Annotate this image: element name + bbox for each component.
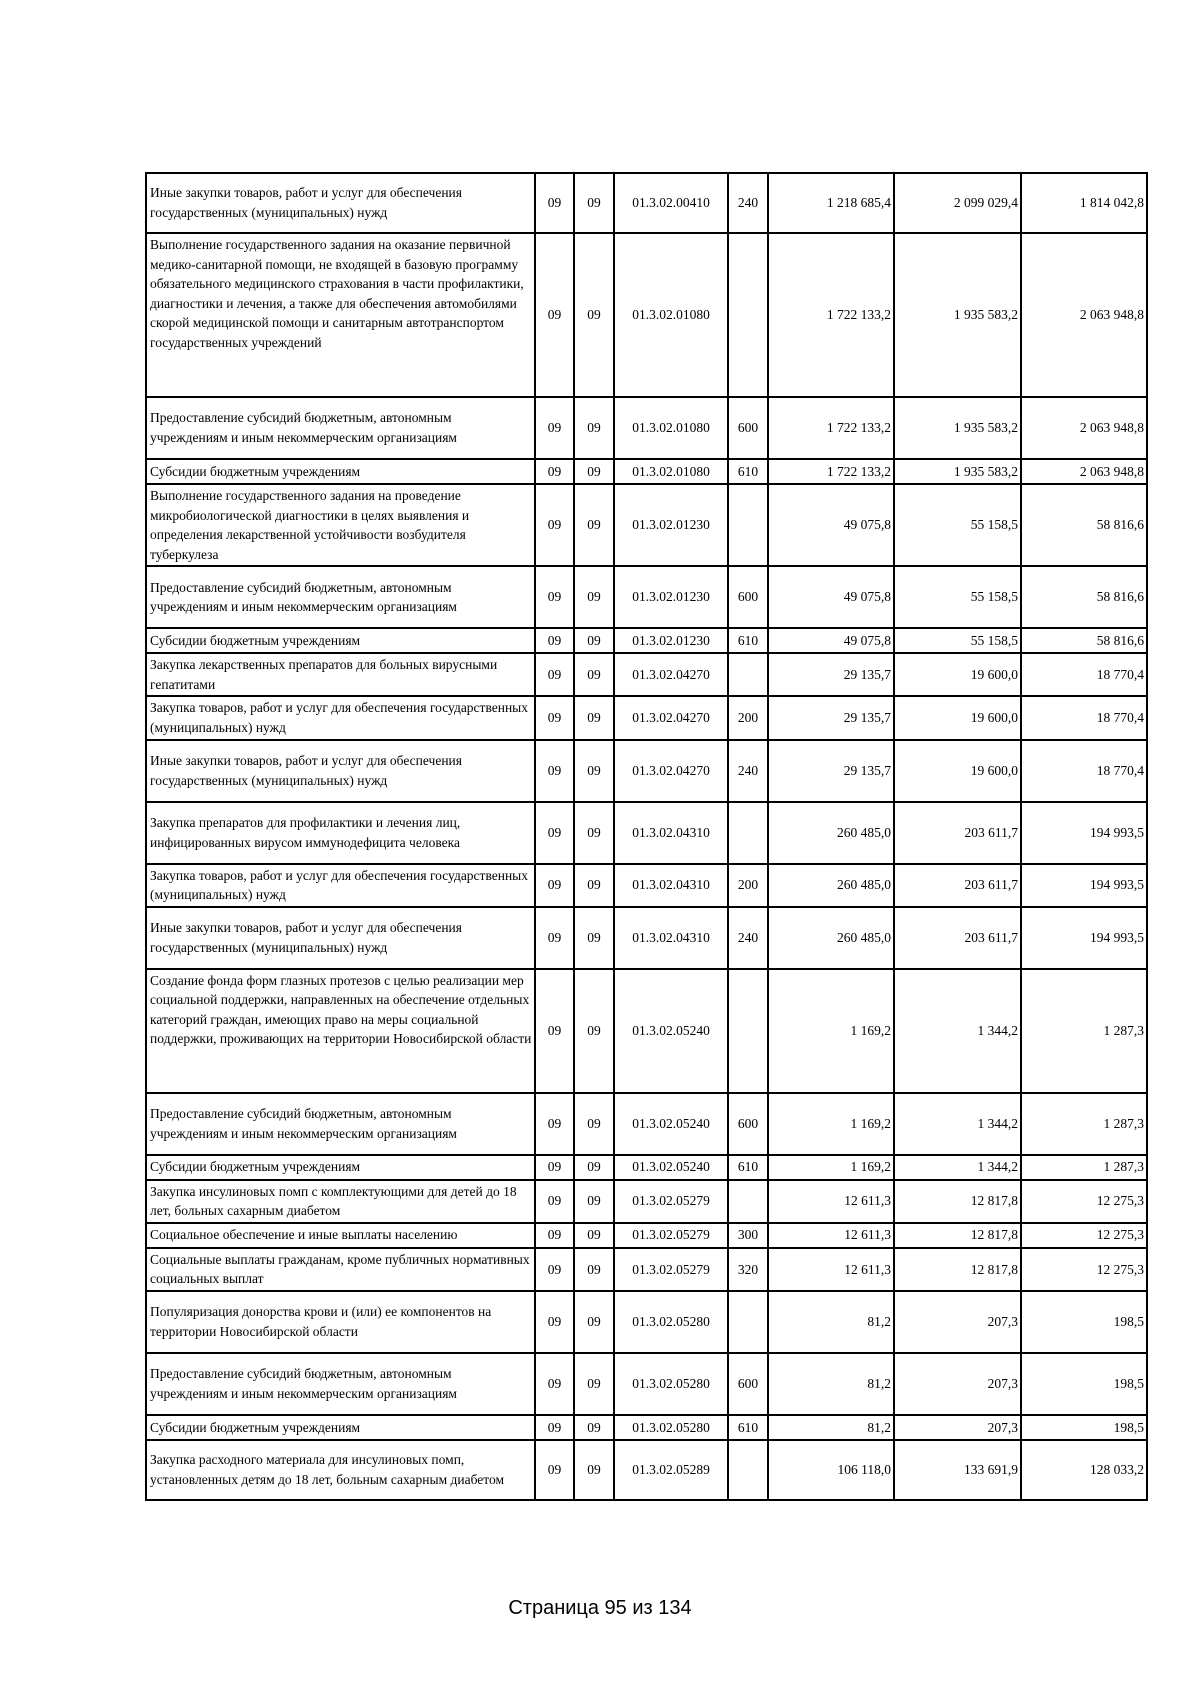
row-amount-year2: 12 817,8: [894, 1223, 1021, 1248]
row-amount-year2: 19 600,0: [894, 740, 1021, 802]
table-row: [146, 459, 1147, 484]
row-expense-type: [728, 233, 768, 397]
row-amount-year1: 49 075,8: [768, 628, 894, 653]
row-amount-year3: 1 287,3: [1021, 1093, 1147, 1155]
row-name: Социальные выплаты гражданам, кроме публичных нормативных социальных выплат: [146, 1248, 535, 1291]
row-expense-type: 610: [728, 1415, 768, 1440]
row-section: 09: [535, 969, 574, 1093]
row-target-article: 01.3.02.00410: [614, 173, 728, 233]
row-subsection: 09: [574, 864, 614, 907]
row-subsection: 09: [574, 696, 614, 739]
row-subsection: 09: [574, 969, 614, 1093]
row-target-article: 01.3.02.01080: [614, 233, 728, 397]
row-expense-type: 600: [728, 566, 768, 628]
row-subsection: 09: [574, 1093, 614, 1155]
row-amount-year2: 12 817,8: [894, 1180, 1021, 1223]
row-amount-year3: 58 816,6: [1021, 484, 1147, 566]
row-subsection: 09: [574, 397, 614, 459]
row-amount-year3: 18 770,4: [1021, 653, 1147, 696]
row-expense-type: 600: [728, 1353, 768, 1415]
table-row: [146, 566, 1147, 628]
row-amount-year2: 1 935 583,2: [894, 233, 1021, 397]
row-amount-year1: 1 169,2: [768, 1093, 894, 1155]
table-row: [146, 1415, 1147, 1440]
row-amount-year3: 194 993,5: [1021, 907, 1147, 969]
row-subsection: 09: [574, 1223, 614, 1248]
table-row: [146, 802, 1147, 864]
row-section: 09: [535, 628, 574, 653]
row-name: Иные закупки товаров, работ и услуг для обеспечения государственных (муниципальных) нужд: [146, 173, 535, 233]
table-body: [146, 173, 1147, 1500]
row-subsection: 09: [574, 1353, 614, 1415]
row-subsection: 09: [574, 1155, 614, 1180]
row-name: Закупка товаров, работ и услуг для обеспечения государственных (муниципальных) нужд: [146, 864, 535, 907]
table-row: [146, 173, 1147, 233]
row-target-article: 01.3.02.01080: [614, 459, 728, 484]
row-section: 09: [535, 233, 574, 397]
row-amount-year1: 260 485,0: [768, 802, 894, 864]
row-amount-year3: 58 816,6: [1021, 628, 1147, 653]
row-amount-year2: 203 611,7: [894, 864, 1021, 907]
row-amount-year1: 29 135,7: [768, 740, 894, 802]
table-row: [146, 1353, 1147, 1415]
row-subsection: 09: [574, 653, 614, 696]
row-amount-year1: 49 075,8: [768, 566, 894, 628]
row-name: Популяризация донорства крови и (или) ее компонентов на территории Новосибирской области: [146, 1291, 535, 1353]
row-target-article: 01.3.02.04310: [614, 907, 728, 969]
row-subsection: 09: [574, 802, 614, 864]
row-amount-year2: 207,3: [894, 1353, 1021, 1415]
budget-table: [145, 172, 1148, 1501]
row-amount-year1: 1 169,2: [768, 969, 894, 1093]
row-amount-year3: 12 275,3: [1021, 1223, 1147, 1248]
row-target-article: 01.3.02.01230: [614, 566, 728, 628]
row-section: 09: [535, 696, 574, 739]
row-amount-year1: 12 611,3: [768, 1180, 894, 1223]
row-name: Выполнение государственного задания на оказание первичной медико-санитарной помощи, не входящей в базовую программу обязательного медицинского страхования в части профилактики, диагностики и лечения, а также для обеспечения автомобилями скорой медицинской помощи и санитарным автотранспортом государственных учреждений: [146, 233, 535, 397]
row-expense-type: 610: [728, 459, 768, 484]
table-row: [146, 653, 1147, 696]
row-amount-year2: 1 344,2: [894, 1155, 1021, 1180]
row-name: Предоставление субсидий бюджетным, автономным учреждениям и иным некоммерческим организациям: [146, 397, 535, 459]
row-amount-year2: 133 691,9: [894, 1440, 1021, 1500]
row-amount-year1: 1 722 133,2: [768, 397, 894, 459]
row-amount-year3: 1 814 042,8: [1021, 173, 1147, 233]
row-name: Предоставление субсидий бюджетным, автономным учреждениям и иным некоммерческим организациям: [146, 1353, 535, 1415]
row-amount-year2: 207,3: [894, 1291, 1021, 1353]
row-amount-year3: 198,5: [1021, 1353, 1147, 1415]
row-amount-year1: 260 485,0: [768, 907, 894, 969]
table-row: [146, 696, 1147, 739]
row-expense-type: 320: [728, 1248, 768, 1291]
row-amount-year1: 1 722 133,2: [768, 459, 894, 484]
row-name: Закупка лекарственных препаратов для больных вирусными гепатитами: [146, 653, 535, 696]
row-target-article: 01.3.02.05279: [614, 1248, 728, 1291]
row-amount-year3: 198,5: [1021, 1291, 1147, 1353]
row-section: 09: [535, 1155, 574, 1180]
row-name: Закупка товаров, работ и услуг для обеспечения государственных (муниципальных) нужд: [146, 696, 535, 739]
row-amount-year3: 2 063 948,8: [1021, 397, 1147, 459]
row-name: Предоставление субсидий бюджетным, автономным учреждениям и иным некоммерческим организациям: [146, 566, 535, 628]
row-name: Закупка инсулиновых помп с комплектующими для детей до 18 лет, больных сахарным диабетом: [146, 1180, 535, 1223]
row-subsection: 09: [574, 1291, 614, 1353]
row-amount-year2: 12 817,8: [894, 1248, 1021, 1291]
row-amount-year1: 106 118,0: [768, 1440, 894, 1500]
row-amount-year1: 81,2: [768, 1353, 894, 1415]
row-subsection: 09: [574, 907, 614, 969]
table-row: [146, 1248, 1147, 1291]
row-target-article: 01.3.02.05280: [614, 1291, 728, 1353]
row-section: 09: [535, 864, 574, 907]
row-expense-type: [728, 484, 768, 566]
row-expense-type: 300: [728, 1223, 768, 1248]
row-section: 09: [535, 907, 574, 969]
row-amount-year3: 128 033,2: [1021, 1440, 1147, 1500]
table-row: [146, 1180, 1147, 1223]
row-target-article: 01.3.02.01230: [614, 484, 728, 566]
row-amount-year3: 1 287,3: [1021, 1155, 1147, 1180]
row-expense-type: 610: [728, 1155, 768, 1180]
row-amount-year1: 260 485,0: [768, 864, 894, 907]
row-section: 09: [535, 1291, 574, 1353]
row-expense-type: 240: [728, 740, 768, 802]
row-amount-year1: 81,2: [768, 1291, 894, 1353]
row-amount-year2: 2 099 029,4: [894, 173, 1021, 233]
table-row: [146, 233, 1147, 397]
row-name: Субсидии бюджетным учреждениям: [146, 459, 535, 484]
row-expense-type: 600: [728, 397, 768, 459]
row-section: 09: [535, 1180, 574, 1223]
row-subsection: 09: [574, 628, 614, 653]
row-name: Закупка препаратов для профилактики и лечения лиц, инфицированных вирусом иммунодефицита человека: [146, 802, 535, 864]
row-target-article: 01.3.02.04270: [614, 740, 728, 802]
row-section: 09: [535, 1223, 574, 1248]
row-amount-year1: 81,2: [768, 1415, 894, 1440]
row-section: 09: [535, 459, 574, 484]
row-target-article: 01.3.02.04270: [614, 696, 728, 739]
page-number: Страница 95 из 134: [508, 1597, 692, 1619]
row-section: 09: [535, 740, 574, 802]
row-expense-type: 200: [728, 696, 768, 739]
table-row: [146, 1440, 1147, 1500]
table-row: [146, 484, 1147, 566]
row-target-article: 01.3.02.04270: [614, 653, 728, 696]
row-target-article: 01.3.02.05280: [614, 1415, 728, 1440]
row-amount-year1: 49 075,8: [768, 484, 894, 566]
row-subsection: 09: [574, 484, 614, 566]
row-target-article: 01.3.02.01230: [614, 628, 728, 653]
row-expense-type: 600: [728, 1093, 768, 1155]
row-amount-year2: 55 158,5: [894, 484, 1021, 566]
row-subsection: 09: [574, 1440, 614, 1500]
row-amount-year3: 12 275,3: [1021, 1180, 1147, 1223]
row-target-article: 01.3.02.05280: [614, 1353, 728, 1415]
row-subsection: 09: [574, 1180, 614, 1223]
row-subsection: 09: [574, 1248, 614, 1291]
row-expense-type: 240: [728, 907, 768, 969]
row-amount-year3: 12 275,3: [1021, 1248, 1147, 1291]
row-section: 09: [535, 653, 574, 696]
row-subsection: 09: [574, 459, 614, 484]
row-amount-year2: 55 158,5: [894, 628, 1021, 653]
row-amount-year3: 18 770,4: [1021, 740, 1147, 802]
table-row: [146, 397, 1147, 459]
row-amount-year2: 1 935 583,2: [894, 459, 1021, 484]
row-expense-type: [728, 802, 768, 864]
row-amount-year3: 194 993,5: [1021, 802, 1147, 864]
table-row: [146, 864, 1147, 907]
row-name: Предоставление субсидий бюджетным, автономным учреждениям и иным некоммерческим организациям: [146, 1093, 535, 1155]
row-expense-type: [728, 1291, 768, 1353]
row-target-article: 01.3.02.04310: [614, 864, 728, 907]
row-amount-year1: 29 135,7: [768, 653, 894, 696]
row-target-article: 01.3.02.05279: [614, 1180, 728, 1223]
row-expense-type: 610: [728, 628, 768, 653]
table-row: [146, 740, 1147, 802]
row-amount-year1: 1 722 133,2: [768, 233, 894, 397]
row-target-article: 01.3.02.05279: [614, 1223, 728, 1248]
table-row: [146, 969, 1147, 1093]
row-subsection: 09: [574, 173, 614, 233]
row-amount-year1: 29 135,7: [768, 696, 894, 739]
row-expense-type: [728, 1440, 768, 1500]
row-amount-year2: 207,3: [894, 1415, 1021, 1440]
row-amount-year2: 203 611,7: [894, 907, 1021, 969]
table-row: [146, 1093, 1147, 1155]
row-amount-year2: 55 158,5: [894, 566, 1021, 628]
row-name: Субсидии бюджетным учреждениям: [146, 628, 535, 653]
row-name: Выполнение государственного задания на проведение микробиологической диагностики в целях выявления и определения лекарственной устойчивости возбудителя туберкулеза: [146, 484, 535, 566]
row-name: Закупка расходного материала для инсулиновых помп, установленных детям до 18 лет, больным сахарным диабетом: [146, 1440, 535, 1500]
row-amount-year3: 2 063 948,8: [1021, 459, 1147, 484]
row-target-article: 01.3.02.01080: [614, 397, 728, 459]
row-section: 09: [535, 566, 574, 628]
row-subsection: 09: [574, 740, 614, 802]
row-section: 09: [535, 1353, 574, 1415]
row-name: Субсидии бюджетным учреждениям: [146, 1155, 535, 1180]
table-row: [146, 1155, 1147, 1180]
row-amount-year2: 203 611,7: [894, 802, 1021, 864]
row-section: 09: [535, 397, 574, 459]
row-target-article: 01.3.02.05240: [614, 1155, 728, 1180]
row-name: Субсидии бюджетным учреждениям: [146, 1415, 535, 1440]
row-expense-type: [728, 969, 768, 1093]
row-target-article: 01.3.02.05289: [614, 1440, 728, 1500]
table-row: [146, 628, 1147, 653]
row-section: 09: [535, 1248, 574, 1291]
row-section: 09: [535, 1440, 574, 1500]
row-expense-type: [728, 653, 768, 696]
row-section: 09: [535, 1415, 574, 1440]
row-amount-year2: 19 600,0: [894, 653, 1021, 696]
row-amount-year1: 12 611,3: [768, 1223, 894, 1248]
row-amount-year1: 12 611,3: [768, 1248, 894, 1291]
table-row: [146, 907, 1147, 969]
row-amount-year2: 1 935 583,2: [894, 397, 1021, 459]
row-amount-year3: 18 770,4: [1021, 696, 1147, 739]
row-amount-year2: 1 344,2: [894, 969, 1021, 1093]
row-target-article: 01.3.02.05240: [614, 969, 728, 1093]
row-subsection: 09: [574, 1415, 614, 1440]
row-amount-year2: 1 344,2: [894, 1093, 1021, 1155]
row-name: Иные закупки товаров, работ и услуг для обеспечения государственных (муниципальных) нужд: [146, 907, 535, 969]
row-target-article: 01.3.02.04310: [614, 802, 728, 864]
row-section: 09: [535, 1093, 574, 1155]
row-section: 09: [535, 173, 574, 233]
row-expense-type: 200: [728, 864, 768, 907]
row-name: Иные закупки товаров, работ и услуг для обеспечения государственных (муниципальных) нужд: [146, 740, 535, 802]
row-amount-year1: 1 218 685,4: [768, 173, 894, 233]
row-amount-year3: 194 993,5: [1021, 864, 1147, 907]
row-expense-type: 240: [728, 173, 768, 233]
row-name: Социальное обеспечение и иные выплаты населению: [146, 1223, 535, 1248]
row-name: Создание фонда форм глазных протезов с целью реализации мер социальной поддержки, направленных на обеспечение отдельных категорий граждан, имеющих право на меры социальной поддержки, проживающих на территории Новосибирской области: [146, 969, 535, 1093]
row-amount-year3: 58 816,6: [1021, 566, 1147, 628]
row-amount-year1: 1 169,2: [768, 1155, 894, 1180]
table-row: [146, 1291, 1147, 1353]
row-section: 09: [535, 484, 574, 566]
row-section: 09: [535, 802, 574, 864]
row-amount-year3: 2 063 948,8: [1021, 233, 1147, 397]
row-amount-year2: 19 600,0: [894, 696, 1021, 739]
row-amount-year3: 1 287,3: [1021, 969, 1147, 1093]
row-target-article: 01.3.02.05240: [614, 1093, 728, 1155]
row-subsection: 09: [574, 566, 614, 628]
row-expense-type: [728, 1180, 768, 1223]
table-row: [146, 1223, 1147, 1248]
row-amount-year3: 198,5: [1021, 1415, 1147, 1440]
row-subsection: 09: [574, 233, 614, 397]
